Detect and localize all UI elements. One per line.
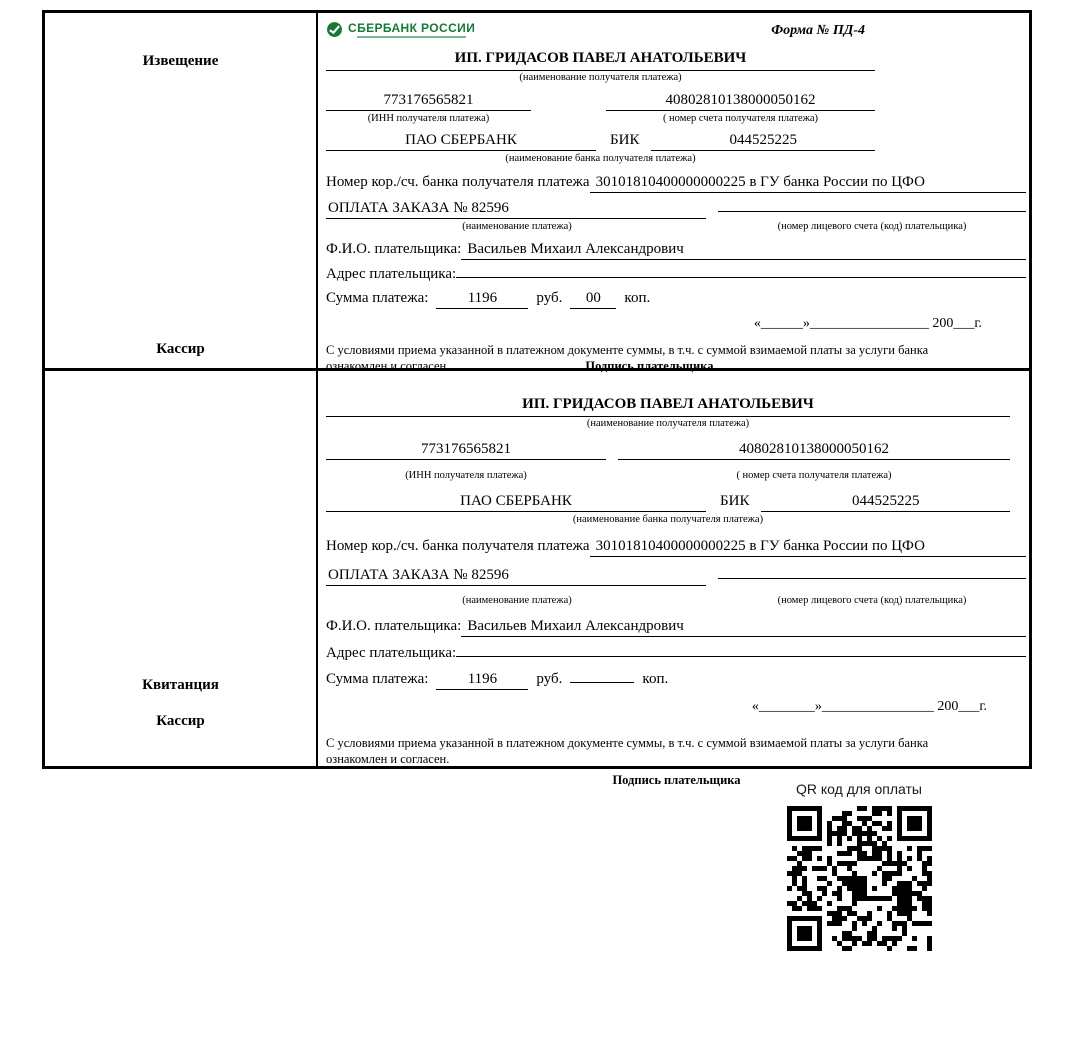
signature-label: Подпись плательщика bbox=[612, 773, 741, 787]
corr-account-row bbox=[326, 536, 1027, 557]
signature-label: Подпись плательщика bbox=[585, 359, 714, 373]
date-line: «______»_________________ 200___г. bbox=[753, 316, 982, 331]
payer-address-label: Адрес плательщика: bbox=[326, 645, 457, 661]
rub-label: руб. bbox=[536, 290, 563, 306]
payer-address-row bbox=[326, 264, 1027, 284]
payer-address-label: Адрес плательщика: bbox=[326, 266, 457, 282]
bank-caption: (наименование банка получателя платежа) bbox=[572, 514, 764, 525]
payer-name-label: Ф.И.О. плательщика: bbox=[326, 618, 462, 634]
sberbank-logo bbox=[326, 21, 475, 38]
payer-name-value: Васильев Михаил Александрович bbox=[461, 239, 1026, 260]
terms-line2: ознакомлен и согласен. bbox=[326, 752, 450, 766]
amount-label: Сумма платежа: bbox=[326, 290, 429, 306]
bank-row bbox=[326, 130, 1027, 151]
amount-rub-value: 1196 bbox=[436, 669, 528, 690]
amount-kop-blank bbox=[570, 682, 634, 683]
personal-account-caption: (номер лицевого счета (код) плательщика) bbox=[777, 221, 967, 232]
personal-account-blank bbox=[718, 578, 1026, 579]
purpose-value: ОПЛАТА ЗАКАЗА № 82596 bbox=[326, 565, 706, 586]
bank-caption: (наименование банка получателя платежа) bbox=[505, 153, 696, 164]
corr-value: 30101810400000000225 в ГУ банка России по ЦФО bbox=[590, 536, 1026, 557]
inn-account-captions bbox=[326, 469, 1027, 482]
inn-caption: (ИНН получателя платежа) bbox=[405, 470, 527, 481]
rub-label: руб. bbox=[536, 671, 563, 687]
notice-content bbox=[318, 13, 1029, 373]
bank-row bbox=[326, 491, 1027, 512]
kop-label: коп. bbox=[642, 671, 669, 687]
corr-label: Номер кор./сч. банка получателя платежа bbox=[326, 538, 590, 554]
account-caption: ( номер счета получателя платежа) bbox=[662, 113, 819, 124]
notice-section bbox=[42, 10, 1032, 371]
sberbank-emblem-icon bbox=[326, 21, 343, 38]
recipient-name: ИП. ГРИДАСОВ ПАВЕЛ АНАТОЛЬЕВИЧ bbox=[326, 49, 875, 71]
bik-value: 044525225 bbox=[761, 491, 1010, 512]
purpose-caption: (наименование платежа) bbox=[462, 221, 572, 232]
purpose-value: ОПЛАТА ЗАКАЗА № 82596 bbox=[326, 198, 706, 219]
notice-side-column bbox=[45, 13, 318, 368]
purpose-caption: (наименование платежа) bbox=[462, 595, 572, 606]
personal-account-blank bbox=[718, 211, 1026, 212]
corr-account-row bbox=[326, 172, 1027, 193]
logo-subtext-line bbox=[357, 36, 466, 38]
date-line: «________»________________ 200___г. bbox=[751, 699, 987, 714]
kop-label: коп. bbox=[624, 290, 651, 306]
payer-name-row bbox=[326, 239, 1027, 260]
logo-text-wrap bbox=[348, 21, 475, 38]
receipt-section bbox=[42, 368, 1032, 787]
terms-line1: С условиями приема указанной в платежном документе суммы, в т.ч. с суммой взимаемой платы за услуги банка bbox=[326, 736, 929, 750]
inn-value: 773176565821 bbox=[326, 90, 531, 111]
terms-line2: ознакомлен и согласен. bbox=[326, 359, 450, 373]
inn-account-captions bbox=[326, 112, 1027, 125]
corr-value: 30101810400000000225 в ГУ банка России по ЦФО bbox=[590, 172, 1026, 193]
bank-name: ПАО СБЕРБАНК bbox=[326, 491, 706, 512]
amount-rub-value: 1196 bbox=[436, 288, 528, 309]
account-value: 40802810138000050162 bbox=[606, 90, 875, 111]
payer-address-row bbox=[326, 643, 1027, 663]
purpose-row bbox=[326, 565, 1027, 586]
recipient-name: ИП. ГРИДАСОВ ПАВЕЛ АНАТОЛЬЕВИЧ bbox=[326, 395, 1010, 417]
sberbank-logo-text: СБЕРБАНК РОССИИ bbox=[348, 21, 476, 35]
account-caption: ( номер счета получателя платежа) bbox=[736, 470, 892, 481]
receipt-content bbox=[318, 371, 1029, 787]
cashier-label: Кассир bbox=[156, 341, 205, 357]
inn-account-row bbox=[326, 90, 1027, 111]
inn-value: 773176565821 bbox=[326, 439, 606, 460]
bik-label: БИК bbox=[610, 132, 640, 148]
inn-account-row bbox=[326, 439, 1027, 460]
inn-caption: (ИНН получателя платежа) bbox=[367, 113, 490, 124]
corr-label: Номер кор./сч. банка получателя платежа bbox=[326, 174, 590, 190]
receipt-side-column bbox=[45, 371, 318, 766]
notice-label: Извещение bbox=[142, 53, 219, 69]
purpose-captions bbox=[326, 594, 1027, 607]
amount-row bbox=[326, 288, 1027, 309]
purpose-captions bbox=[326, 220, 1027, 233]
recipient-caption: (наименование получателя платежа) bbox=[519, 72, 682, 83]
amount-kop-value: 00 bbox=[570, 288, 616, 309]
payer-name-label: Ф.И.О. плательщика: bbox=[326, 241, 462, 257]
recipient-block bbox=[326, 395, 1010, 430]
terms-line1: С условиями приема указанной в платежном документе суммы, в т.ч. с суммой взимаемой платы за услуги банка bbox=[326, 343, 929, 357]
payer-address-blank bbox=[456, 656, 1026, 657]
header-row bbox=[326, 21, 1027, 47]
pd4-form bbox=[42, 10, 1032, 787]
amount-row bbox=[326, 669, 1027, 690]
bik-label: БИК bbox=[720, 493, 750, 509]
personal-account-caption: (номер лицевого счета (код) плательщика) bbox=[777, 595, 967, 606]
amount-label: Сумма платежа: bbox=[326, 671, 429, 687]
qr-block bbox=[783, 780, 935, 951]
payer-name-row bbox=[326, 616, 1027, 637]
recipient-block bbox=[326, 49, 875, 84]
bank-name: ПАО СБЕРБАНК bbox=[326, 130, 596, 151]
qr-code-image bbox=[787, 806, 932, 951]
form-code-label: Форма № ПД-4 bbox=[771, 23, 865, 38]
bik-value: 044525225 bbox=[651, 130, 875, 151]
payer-address-blank bbox=[456, 277, 1026, 278]
purpose-row bbox=[326, 198, 1027, 219]
payer-name-value: Васильев Михаил Александрович bbox=[461, 616, 1026, 637]
qr-title: QR код для оплаты bbox=[795, 781, 922, 797]
cashier-label: Кассир bbox=[156, 713, 205, 729]
recipient-caption: (наименование получателя платежа) bbox=[586, 418, 750, 429]
receipt-label: Квитанция bbox=[142, 677, 219, 693]
terms-block bbox=[326, 342, 1027, 374]
account-value: 40802810138000050162 bbox=[618, 439, 1010, 460]
